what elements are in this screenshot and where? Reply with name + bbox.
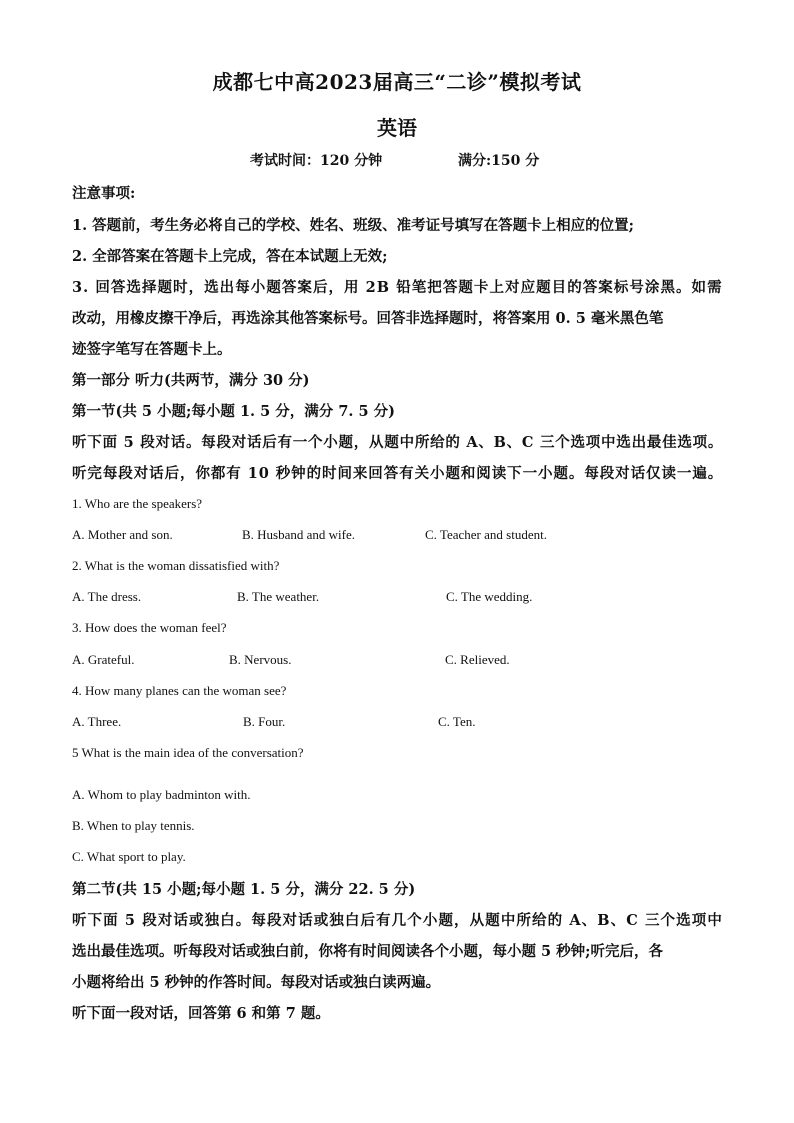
question-4-option-a: A. Three. <box>72 714 122 729</box>
exam-score: 满分:150 分 <box>458 153 540 169</box>
question-3: 3. How does the woman feel? <box>72 620 227 635</box>
section1-heading: 第一节(共 5 小题;每小题 1. 5 分，满分 7. 5 分) <box>72 403 395 420</box>
question-1-option-a: A. Mother and son. <box>72 527 173 542</box>
notice-heading: 注意事项: <box>72 185 136 202</box>
section2-instructions-line-2: 选出最佳选项。听每段对话或独白前，你将有时间阅读各个小题，每小题 5 秒钟;听完后，各 <box>72 943 664 960</box>
question-3-option-b: B. Nervous. <box>229 652 292 667</box>
part1-heading: 第一部分 听力(共两节，满分 30 分) <box>72 372 310 389</box>
subject-title: 英语 <box>377 116 417 140</box>
question-5-option-a: A. Whom to play badminton with. <box>72 787 251 802</box>
section2-instructions-line-3: 小题将给出 5 秒钟的作答时间。每段对话或独白读两遍。 <box>72 974 441 991</box>
question-5-option-c: C. What sport to play. <box>72 849 186 864</box>
notice-item-3-line-2: 改动，用橡皮擦干净后，再选涂其他答案标号。回答非选择题时，将答案用 0. 5 毫米黑色笔 <box>72 310 664 327</box>
question-3-option-a: A. Grateful. <box>72 652 135 667</box>
question-2-option-c: C. The wedding. <box>446 589 533 604</box>
exam-title: 成都七中高2023届高三“二诊”模拟考试 <box>212 70 582 94</box>
exam-time: 考试时间：120 分钟 <box>250 153 383 169</box>
question-1-option-b: B. Husband and wife. <box>242 527 356 542</box>
notice-item-3-line-1: 3. 回答选择题时，选出每小题答案后，用 2B 铅笔把答题卡上对应题目的答案标号涂黑。如需 <box>72 279 723 296</box>
question-4: 4. How many planes can the woman see? <box>72 683 287 698</box>
notice-item-1: 1. 答题前，考生务必将自己的学校、姓名、班级、准考证号填写在答题卡上相应的位置; <box>72 217 635 234</box>
section2-sub-instruction: 听下面一段对话，回答第 6 和第 7 题。 <box>72 1005 330 1022</box>
question-4-option-c: C. Ten. <box>438 714 476 729</box>
notice-item-3-line-3: 迹签字笔写在答题卡上。 <box>72 341 232 358</box>
question-4-option-b: B. Four. <box>243 714 286 729</box>
question-2-option-a: A. The dress. <box>72 589 142 604</box>
notice-item-2: 2. 全部答案在答题卡上完成，答在本试题上无效; <box>72 248 388 265</box>
section1-instructions-line-1: 听下面 5 段对话。每段对话后有一个小题，从题中所给的 A、B、C 三个选项中选出最佳选项。 <box>72 434 724 451</box>
question-3-option-c: C. Relieved. <box>445 652 510 667</box>
question-5: 5 What is the main idea of the conversation? <box>72 745 304 760</box>
section2-instructions-line-1: 听下面 5 段对话或独白。每段对话或独白后有几个小题，从题中所给的 A、B、C 三个选项中 <box>72 912 723 929</box>
question-1-option-c: C. Teacher and student. <box>425 527 547 542</box>
question-5-option-b: B. When to play tennis. <box>72 818 195 833</box>
question-1: 1. Who are the speakers? <box>72 496 203 511</box>
section2-heading: 第二节(共 15 小题;每小题 1. 5 分，满分 22. 5 分) <box>72 881 416 898</box>
section1-instructions-line-2: 听完每段对话后，你都有 10 秒钟的时间来回答有关小题和阅读下一小题。每段对话仅读一遍。 <box>72 465 724 482</box>
question-2-option-b: B. The weather. <box>237 589 320 604</box>
question-2: 2. What is the woman dissatisfied with? <box>72 558 280 573</box>
